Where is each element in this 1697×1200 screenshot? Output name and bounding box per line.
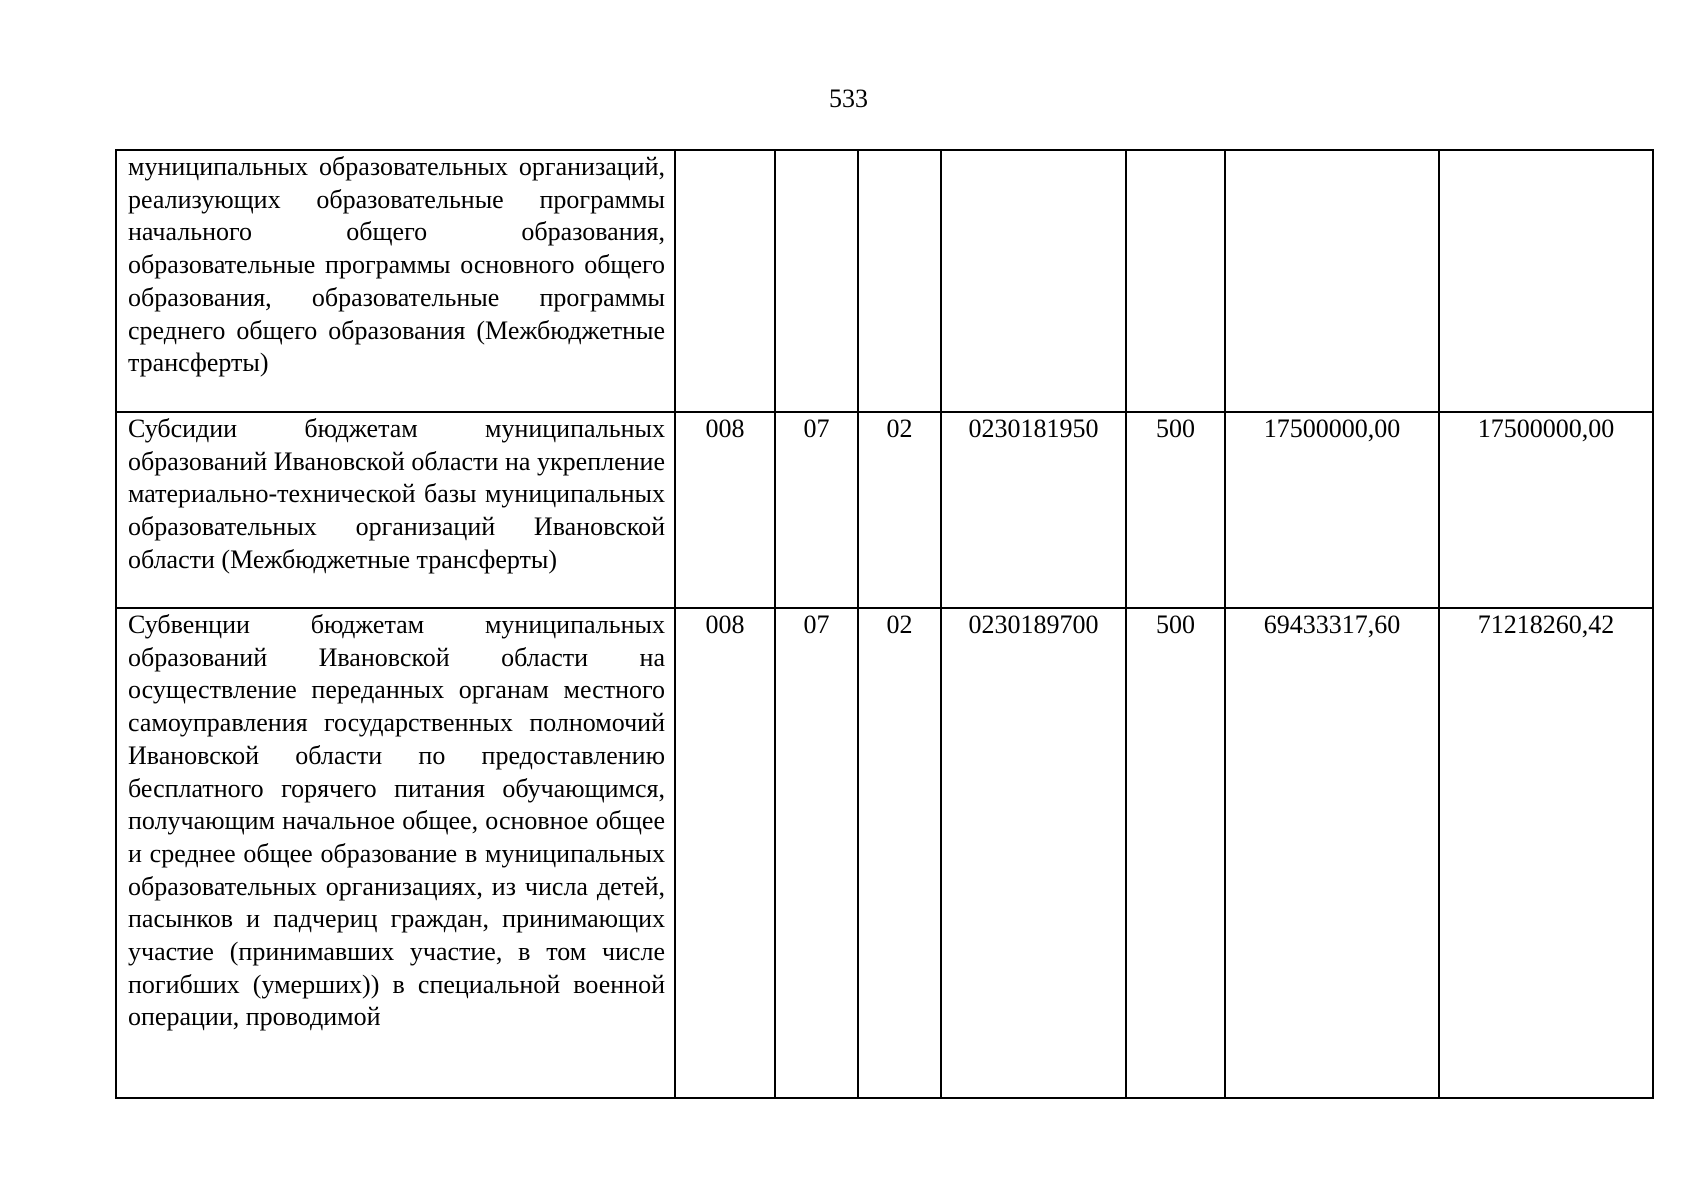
section-code: 07 [775, 412, 858, 608]
subsection-code [858, 150, 941, 412]
amount-year-2: 71218260,42 [1439, 608, 1653, 1098]
target-article-code [941, 150, 1126, 412]
amount-year-2 [1439, 150, 1653, 412]
expense-type-code [1126, 150, 1225, 412]
row-description: муниципальных образовательных организаций, реализующих образовательные программы начального общего образования, образовательные программы основного общего образования, образовательные программы среднего общего образования (Межбюджетные трансферты) [116, 150, 675, 412]
row-description: Субсидии бюджетам муниципальных образований Ивановской области на укрепление материально-технической базы муниципальных образовательных организаций Ивановской области (Межбюджетные трансферты) [116, 412, 675, 608]
amount-year-1: 17500000,00 [1225, 412, 1439, 608]
row-description: Субвенции бюджетам муниципальных образований Ивановской области на осуществление переданных органам местного самоуправления государственных полномочий Ивановской области по предоставлению бесплатного горячего питания обучающимся, получающим начальное общее, основное общее и среднее общее образование в муниципальных образовательных организациях, из числа детей, пасынков и падчериц граждан, принимающих участие (принимавших участие, в том числе погибших (умерших)) в специальной военной операции, проводимой [116, 608, 675, 1098]
amount-year-1: 69433317,60 [1225, 608, 1439, 1098]
subsection-code: 02 [858, 608, 941, 1098]
page-number: 533 [829, 84, 868, 113]
target-article-code: 0230181950 [941, 412, 1126, 608]
section-code [775, 150, 858, 412]
table-row [116, 150, 1653, 412]
expense-type-code: 500 [1126, 608, 1225, 1098]
section-code: 07 [775, 608, 858, 1098]
budget-table [115, 149, 1654, 1099]
ministry-code: 008 [675, 608, 775, 1098]
ministry-code [675, 150, 775, 412]
ministry-code: 008 [675, 412, 775, 608]
target-article-code: 0230189700 [941, 608, 1126, 1098]
table-row [116, 412, 1653, 608]
expense-type-code: 500 [1126, 412, 1225, 608]
amount-year-1 [1225, 150, 1439, 412]
table-row [116, 608, 1653, 1098]
subsection-code: 02 [858, 412, 941, 608]
amount-year-2: 17500000,00 [1439, 412, 1653, 608]
